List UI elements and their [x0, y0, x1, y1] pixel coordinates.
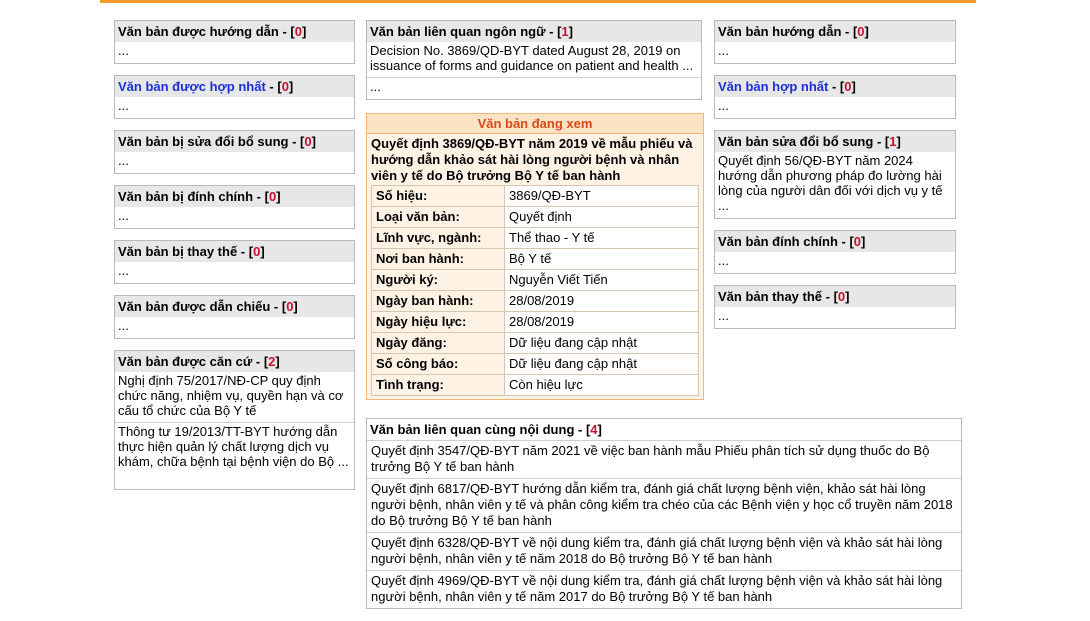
meta-key: Số hiệu: [372, 186, 505, 207]
box-empty: ... [718, 43, 729, 58]
box-heading[interactable]: Văn bản được hướng dẫn - [0] [115, 21, 354, 42]
table-row [372, 291, 699, 312]
meta-key: Lĩnh vực, ngành: [372, 228, 505, 249]
meta-value: Bộ Y tế [505, 249, 699, 270]
box-referenced [114, 295, 355, 339]
box-heading[interactable]: Văn bản được căn cứ - [2] [115, 351, 354, 372]
related-documents-box [366, 418, 962, 609]
meta-value: 28/08/2019 [505, 291, 699, 312]
meta-value: Quyết định [505, 207, 699, 228]
box-empty: ... [118, 43, 129, 58]
meta-key: Người ký: [372, 270, 505, 291]
list-item-link[interactable]: Quyết định 6817/QĐ-BYT hướng dẫn kiểm tra, đánh giá chất lượng bệnh viện, khảo sát hài lòng người bệnh, nhân viên y tế và phân công kiểm tra chéo của các Bệnh viện y học cổ truyền năm 2018 do Bộ trưởng Bộ Y tế ban hành [367, 479, 961, 533]
box-language [366, 20, 702, 100]
list-item-link[interactable]: Quyết định 3547/QĐ-BYT năm 2021 về việc ban hành mẫu Phiếu phân tích sử dụng thuốc do Bộ trưởng Bộ Y tế ban hành [367, 441, 961, 479]
current-document-panel [366, 113, 704, 400]
box-heading[interactable]: Văn bản được dẫn chiếu - [0] [115, 296, 354, 317]
box-heading[interactable]: Văn bản sửa đổi bổ sung - [1] [715, 131, 955, 152]
box-heading[interactable]: Văn bản hợp nhất - [0] [715, 76, 955, 97]
current-document-header: Văn bản đang xem [367, 114, 703, 134]
middle-column [366, 20, 702, 111]
box-empty: ... [718, 253, 729, 268]
table-row [372, 249, 699, 270]
left-column [114, 20, 355, 501]
box-basis [114, 350, 355, 490]
meta-value: 3869/QĐ-BYT [505, 186, 699, 207]
box-heading[interactable]: Văn bản hướng dẫn - [0] [715, 21, 955, 42]
box-heading[interactable]: Văn bản bị thay thế - [0] [115, 241, 354, 262]
list-item-link[interactable]: Quyết định 56/QĐ-BYT năm 2024 hướng dẫn phương pháp đo lường hài lòng của người dân đối với dịch vụ y tế ... [718, 153, 943, 213]
box-more: ... [370, 79, 381, 94]
table-row [372, 354, 699, 375]
document-metadata-table [371, 185, 699, 396]
box-heading[interactable]: Văn bản đính chính - [0] [715, 231, 955, 252]
box-empty: ... [118, 208, 129, 223]
box-empty: ... [718, 98, 729, 113]
meta-value: 28/08/2019 [505, 312, 699, 333]
meta-value: Thể thao - Y tế [505, 228, 699, 249]
meta-key: Tình trạng: [372, 375, 505, 396]
current-document-title: Quyết định 3869/QĐ-BYT năm 2019 về mẫu phiếu và hướng dẫn khảo sát hài lòng người bệnh và nhân viên y tế do Bộ trưởng Bộ Y tế ban hành [371, 136, 693, 183]
box-heading[interactable]: Văn bản bị đính chính - [0] [115, 186, 354, 207]
meta-value: Dữ liệu đang cập nhật [505, 333, 699, 354]
box-amending [714, 130, 956, 219]
box-heading[interactable]: Văn bản thay thế - [0] [715, 286, 955, 307]
box-consolidating [714, 75, 956, 119]
box-guiding [714, 20, 956, 64]
top-accent-line [100, 0, 976, 3]
list-item-link[interactable]: Nghị định 75/2017/NĐ-CP quy định chức năng, nhiệm vụ, quyền hạn và cơ cấu tổ chức của Bộ Y tế [115, 372, 354, 423]
table-row [372, 333, 699, 354]
box-replaced [114, 240, 355, 284]
box-empty: ... [118, 318, 129, 333]
meta-value: Còn hiệu lực [505, 375, 699, 396]
box-empty: ... [118, 263, 129, 278]
meta-key: Số công báo: [372, 354, 505, 375]
list-item-link[interactable]: Decision No. 3869/QD-BYT dated August 28, 2019 on issuance of forms and guidance on patient and health ... [367, 42, 701, 78]
table-row [372, 228, 699, 249]
box-heading[interactable]: Văn bản bị sửa đổi bổ sung - [0] [115, 131, 354, 152]
box-heading[interactable]: Văn bản được hợp nhất - [0] [115, 76, 354, 97]
box-empty: ... [118, 98, 129, 113]
meta-key: Loại văn bản: [372, 207, 505, 228]
table-row [372, 186, 699, 207]
box-correcting [714, 230, 956, 274]
box-amended [114, 130, 355, 174]
meta-key: Nơi ban hành: [372, 249, 505, 270]
box-heading[interactable]: Văn bản liên quan ngôn ngữ - [1] [367, 21, 701, 42]
table-row [372, 270, 699, 291]
box-heading[interactable]: Văn bản liên quan cùng nội dung - [4] [367, 419, 961, 441]
box-empty: ... [118, 153, 129, 168]
box-empty: ... [718, 308, 729, 323]
list-item-link[interactable]: Quyết định 4969/QĐ-BYT về nội dung kiểm tra, đánh giá chất lượng bệnh viện và khảo sát hài lòng người bệnh, nhân viên y tế năm 2017 do Bộ trưởng Bộ Y tế ban hành [371, 573, 943, 604]
list-item-link[interactable]: Thông tư 19/2013/TT-BYT hướng dẫn thực hiện quản lý chất lượng dịch vụ khám, chữa bệnh tại bệnh viện do Bộ ... [118, 424, 349, 469]
meta-key: Ngày ban hành: [372, 291, 505, 312]
right-column [714, 20, 956, 340]
box-replacing [714, 285, 956, 329]
meta-value: Dữ liệu đang cập nhật [505, 354, 699, 375]
meta-key: Ngày hiệu lực: [372, 312, 505, 333]
box-corrected [114, 185, 355, 229]
table-row [372, 312, 699, 333]
box-consolidated [114, 75, 355, 119]
meta-key: Ngày đăng: [372, 333, 505, 354]
list-item-link[interactable]: Quyết định 6328/QĐ-BYT về nội dung kiểm tra, đánh giá chất lượng bệnh viện và khảo sát hài lòng người bệnh, nhân viên y tế năm 2018 do Bộ trưởng Bộ Y tế ban hành [367, 533, 961, 571]
table-row [372, 375, 699, 396]
box-guided [114, 20, 355, 64]
meta-value: Nguyễn Viết Tiến [505, 270, 699, 291]
table-row [372, 207, 699, 228]
